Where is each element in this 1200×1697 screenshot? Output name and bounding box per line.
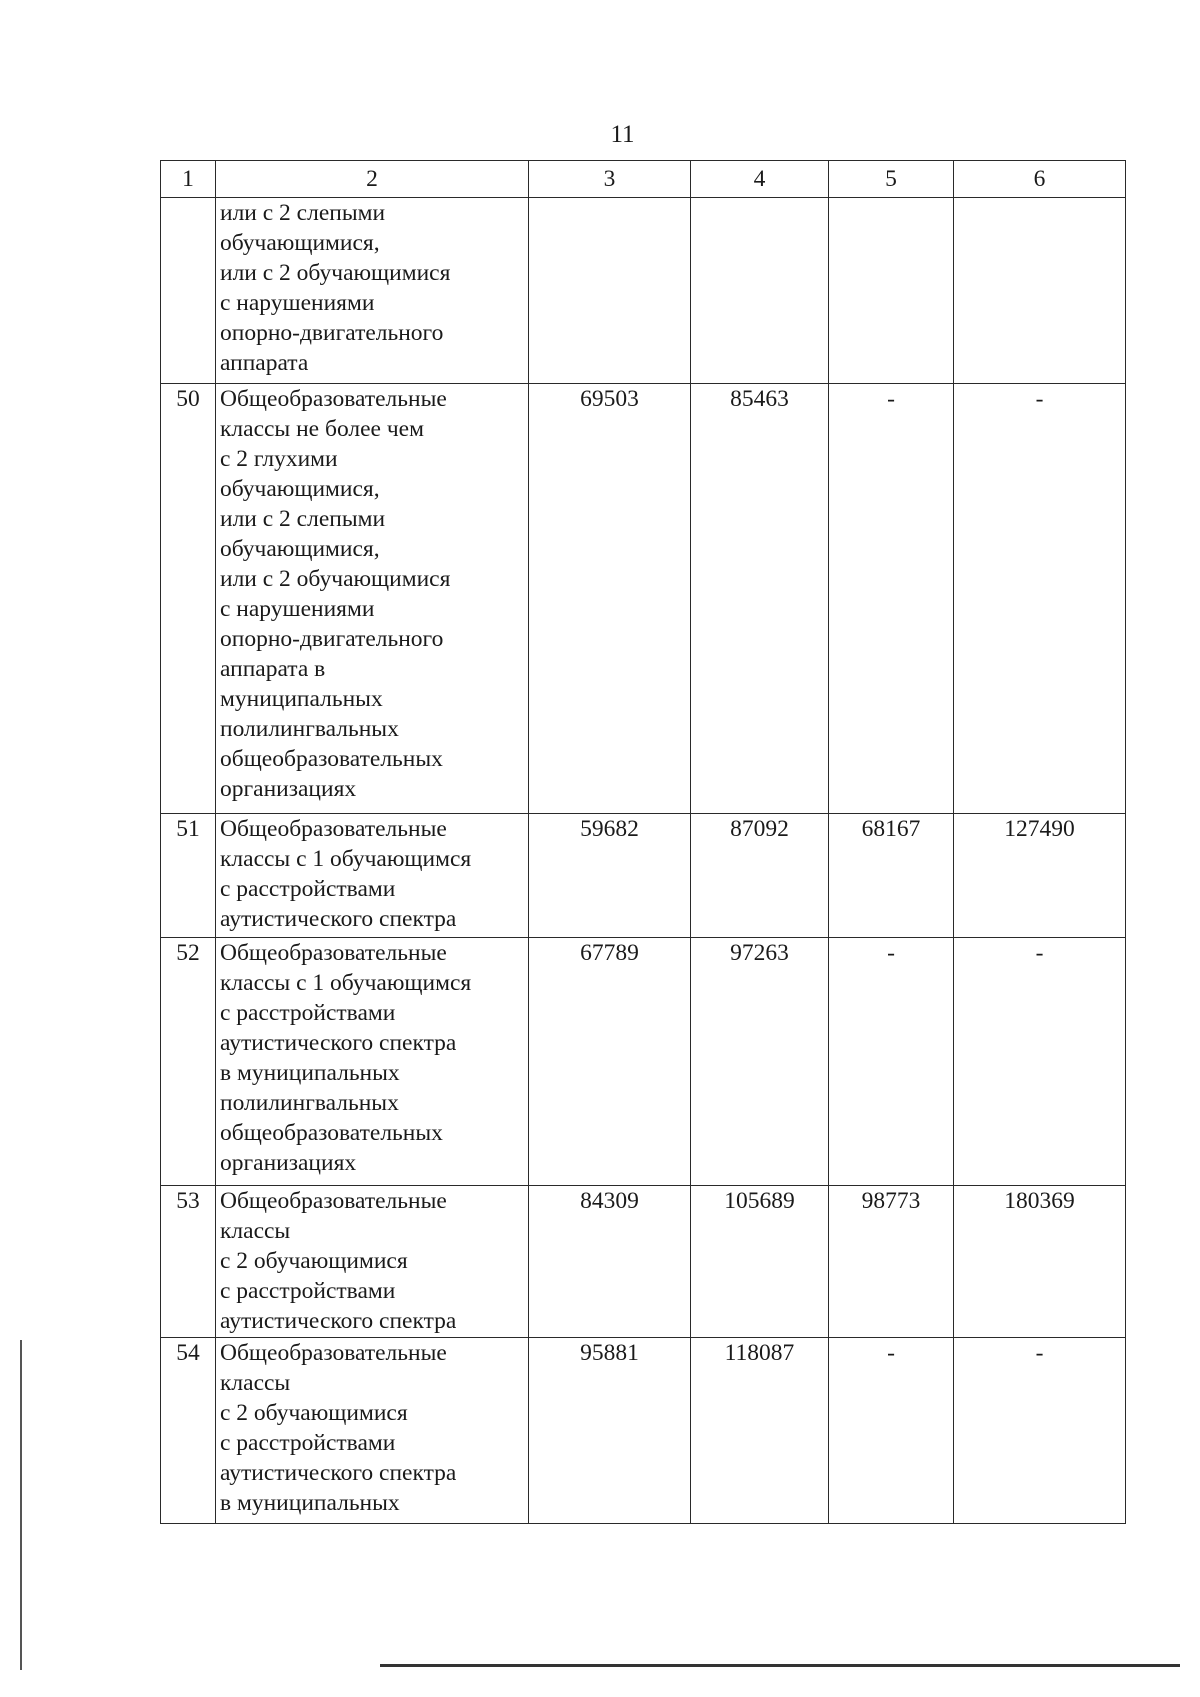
column-header: 4 bbox=[691, 161, 829, 198]
table-row bbox=[161, 198, 1126, 384]
cell-col4: 105689 bbox=[691, 1186, 829, 1338]
table-row bbox=[161, 1186, 1126, 1338]
row-number: 51 bbox=[161, 814, 216, 938]
data-table bbox=[160, 160, 1126, 1524]
page-number: 11 bbox=[610, 121, 635, 148]
cell-col4: 118087 bbox=[691, 1338, 829, 1524]
column-header: 5 bbox=[829, 161, 954, 198]
row-description: или с 2 слепыми обучающимися, или с 2 обучающимися с нарушениями опорно-двигательного аппарата bbox=[216, 198, 529, 384]
cell-col5: 98773 bbox=[829, 1186, 954, 1338]
row-description: Общеобразовательные классы с 2 обучающимися с расстройствами аутистического спектра в муниципальных bbox=[216, 1338, 529, 1524]
scan-artifact-line bbox=[20, 1340, 22, 1670]
cell-col6: 180369 bbox=[954, 1186, 1126, 1338]
row-number: 52 bbox=[161, 938, 216, 1186]
cell-col3 bbox=[529, 198, 691, 384]
cell-col3: 84309 bbox=[529, 1186, 691, 1338]
row-description: Общеобразовательные классы с 1 обучающимся с расстройствами аутистического спектра в муниципальных полилингвальных общеобразовательных организациях bbox=[216, 938, 529, 1186]
column-header: 6 bbox=[954, 161, 1126, 198]
cell-col3: 69503 bbox=[529, 384, 691, 814]
table-row bbox=[161, 1338, 1126, 1524]
cell-col4: 97263 bbox=[691, 938, 829, 1186]
column-header: 1 bbox=[161, 161, 216, 198]
table-header-row bbox=[161, 161, 1126, 198]
cell-col3: 59682 bbox=[529, 814, 691, 938]
cell-col3: 67789 bbox=[529, 938, 691, 1186]
cell-col6: - bbox=[954, 938, 1126, 1186]
table-row bbox=[161, 814, 1126, 938]
column-header: 3 bbox=[529, 161, 691, 198]
cell-col6 bbox=[954, 198, 1126, 384]
cell-col6: - bbox=[954, 384, 1126, 814]
row-description: Общеобразовательные классы с 2 обучающимися с расстройствами аутистического спектра bbox=[216, 1186, 529, 1338]
row-number bbox=[161, 198, 216, 384]
cell-col4 bbox=[691, 198, 829, 384]
table-row bbox=[161, 938, 1126, 1186]
cell-col4: 87092 bbox=[691, 814, 829, 938]
cell-col5 bbox=[829, 198, 954, 384]
table-row bbox=[161, 384, 1126, 814]
row-description: Общеобразовательные классы с 1 обучающимся с расстройствами аутистического спектра bbox=[216, 814, 529, 938]
scan-artifact-line bbox=[380, 1664, 1180, 1667]
row-description: Общеобразовательные классы не более чем с 2 глухими обучающимися, или с 2 слепыми обучающимися, или с 2 обучающимися с нарушениями опорно-двигательного аппарата в муниципальных полилингвальных общеобразовательных организациях bbox=[216, 384, 529, 814]
cell-col5: - bbox=[829, 938, 954, 1186]
row-number: 50 bbox=[161, 384, 216, 814]
cell-col6: 127490 bbox=[954, 814, 1126, 938]
cell-col5: - bbox=[829, 384, 954, 814]
row-number: 53 bbox=[161, 1186, 216, 1338]
cell-col5: 68167 bbox=[829, 814, 954, 938]
cell-col3: 95881 bbox=[529, 1338, 691, 1524]
row-number: 54 bbox=[161, 1338, 216, 1524]
cell-col5: - bbox=[829, 1338, 954, 1524]
column-header: 2 bbox=[216, 161, 529, 198]
cell-col4: 85463 bbox=[691, 384, 829, 814]
cell-col6: - bbox=[954, 1338, 1126, 1524]
